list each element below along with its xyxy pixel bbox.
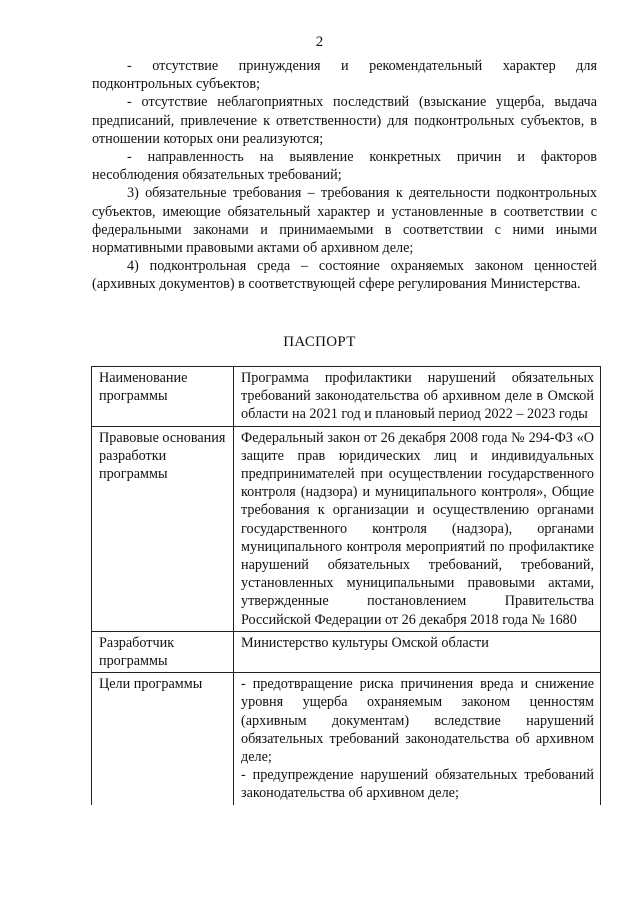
row-label-program-name: Наименование программы [92,367,234,427]
table-row [92,426,601,631]
paragraph-focus-on-causes: - направленность на выявление конкретных причин и факторов несоблюдения обязательных требований; [92,149,597,184]
passport-table [91,366,601,805]
passport-title: ПАСПОРТ [283,334,356,350]
table-row [92,631,601,672]
content-paragraph: - предупреждение нарушений обязательных требований законодательства об архивном деле; [241,767,594,802]
table-row [92,673,601,805]
row-content-developer [234,631,601,672]
row-label-goals: Цели программы [92,673,234,805]
body-text [92,57,597,294]
paragraph-controlled-environment: 4) подконтрольная среда – состояние охраняемых законом ценностей (архивных документов) в соответствующей сфере регулирования Министерства. [92,258,597,293]
page-number: 2 [315,34,324,50]
row-content-program-name [234,367,601,427]
row-content-legal-basis [234,426,601,631]
row-content-goals [234,673,601,805]
content-paragraph: Министерство культуры Омской области [241,634,489,651]
row-label-developer: Разработчик программы [92,631,234,672]
paragraph-no-coercion: - отсутствие принуждения и рекомендательный характер для подконтрольных субъектов; [92,58,597,93]
row-label-legal-basis: Правовые основания разработки программы [92,426,234,631]
paragraph-no-adverse-consequences: - отсутствие неблагоприятных последствий (взыскание ущерба, выдача предписаний, привлечение к ответственности) для подконтрольных субъектов, в отношении которых они реализуются; [92,94,597,147]
content-paragraph: - предотвращение риска причинения вреда и снижение уровня ущерба охраняемым законом ценностям (архивным документам) вследствие нарушений обязательных требований законодательства об архивном деле; [241,676,594,766]
content-paragraph: Программа профилактики нарушений обязательных требований законодательства об архивном деле в Омской области на 2021 год и плановый период 2022 – 2023 годы [241,370,594,423]
table-row [92,367,601,427]
paragraph-mandatory-requirements: 3) обязательные требования – требования к деятельности подконтрольных субъектов, имеющие обязательный характер и установленные в соответствии с федеральными законами и принимаемыми в соответствии с ними иными нормативными правовыми актами об архивном деле; [92,185,597,257]
content-paragraph: Федеральный закон от 26 декабря 2008 года № 294-ФЗ «О защите прав юридических лиц и индивидуальных предпринимателей при осуществлении государственного контроля (надзора) и муниципального контроля», Общие требования к организации и осуществлению органами государственного контроля (надзора), органами муниципального контроля мероприятий по профилактике нарушений обязательных требований, требований, установленных муниципальными правовыми актами, утвержденные постановлением Правительства Российской Федерации от 26 декабря 2018 года № 1680 [241,429,594,628]
